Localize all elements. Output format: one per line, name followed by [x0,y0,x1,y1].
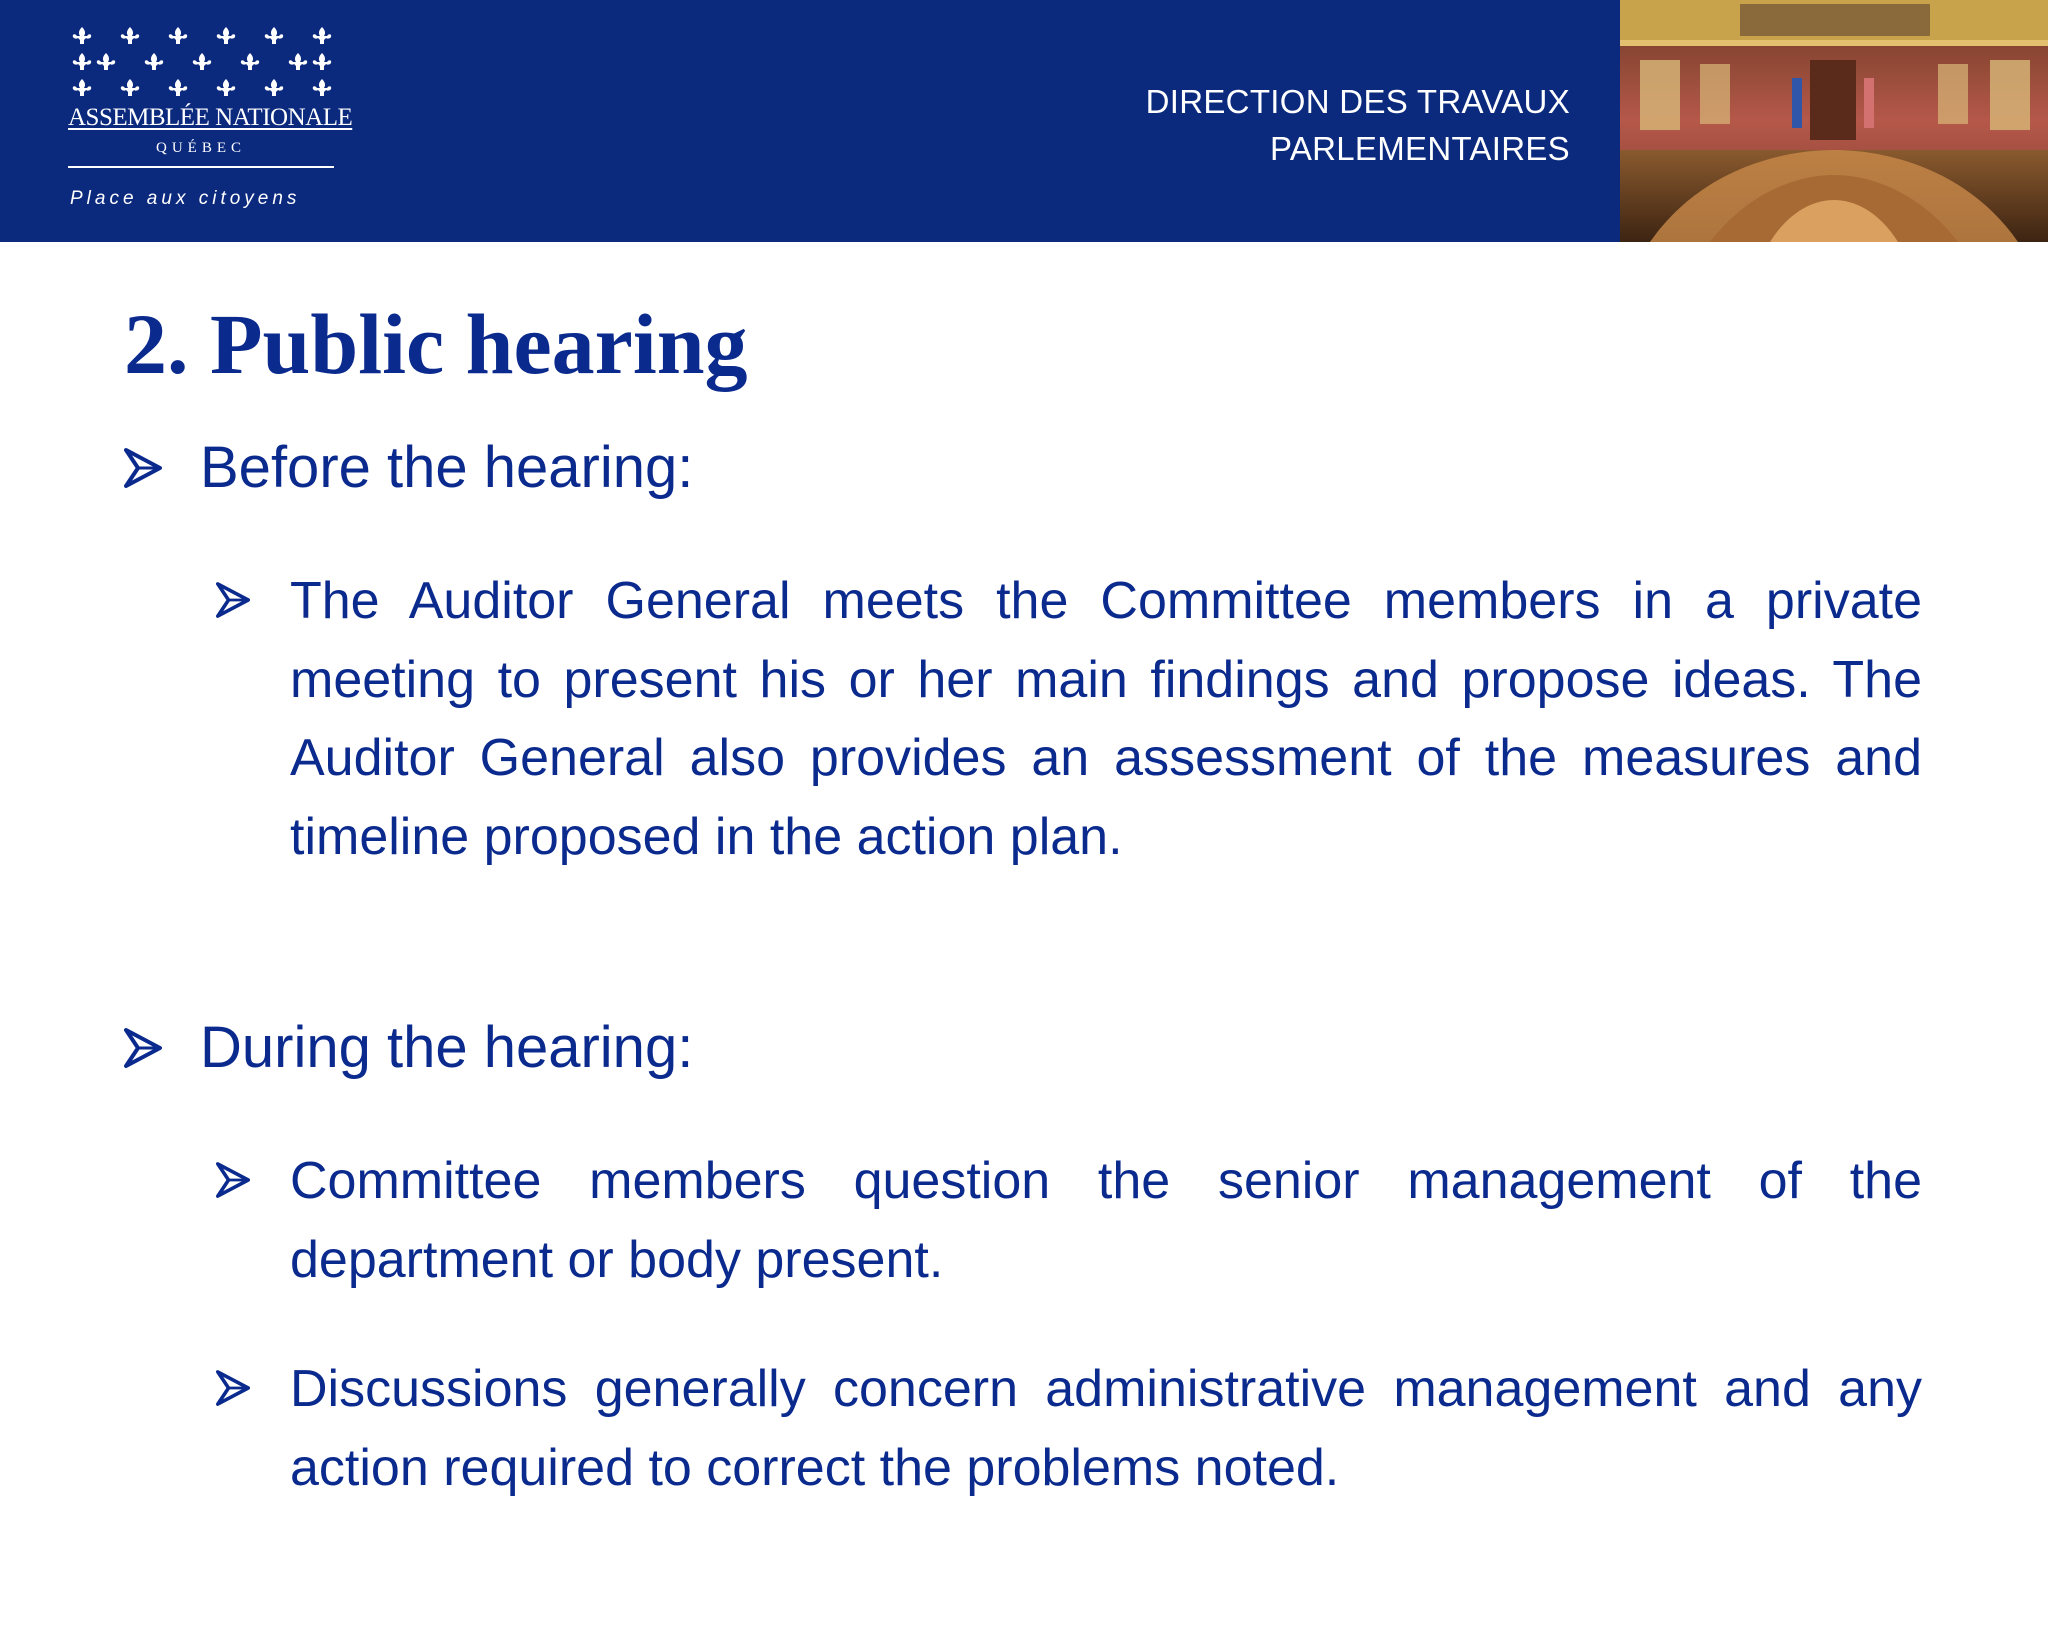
list-item-text: Committee members question the senior management of the department or body present. [290,1152,1922,1289]
logo-name: ASSEMBLÉE NATIONALE [68,104,353,131]
direction-label [1146,78,1570,172]
logo-tagline: Place aux citoyens [70,188,301,209]
arrow-bullet-icon [216,1368,250,1408]
arrow-bullet-icon [124,1026,162,1070]
logo-divider [68,166,334,168]
slide-title: 2. Public hearing [124,296,748,392]
arrow-bullet-icon [216,1160,250,1200]
section-label: Before the hearing: [200,435,694,500]
direction-line-1: DIRECTION DES TRAVAUX [1145,83,1570,120]
fleur-de-lis-icon [68,22,338,100]
direction-line-2: PARLEMENTAIRES [1269,130,1570,167]
section-label: During the hearing: [200,1015,694,1080]
header-banner [0,0,2048,242]
arrow-bullet-icon [124,446,162,490]
assembly-chamber-photo [1620,0,2048,242]
logo-subname: QUÉBEC [156,140,246,156]
assemblee-nationale-logo [68,22,353,222]
arrow-bullet-icon [216,580,250,620]
list-item-text: Discussions generally concern administrative management and any action required to correct the problems noted. [290,1360,1922,1497]
list-item-text: The Auditor General meets the Committee members in a private meeting to present his or her main findings and propose ideas. The Auditor General also provides an assessment of the measures and timeline proposed in the action plan. [290,572,1922,866]
